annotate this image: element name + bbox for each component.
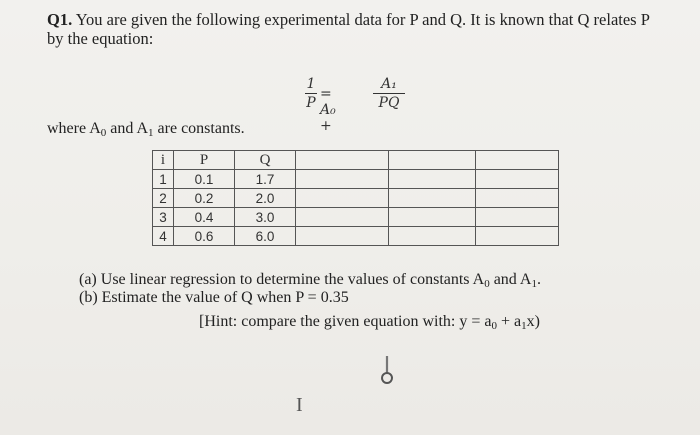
cell-i: 4 <box>153 227 174 246</box>
empty-cell <box>476 189 559 208</box>
data-table <box>152 150 559 246</box>
empty-cell <box>476 151 559 170</box>
where-prefix: where A <box>47 120 101 137</box>
lhs-fraction <box>305 76 317 111</box>
table-row <box>153 189 559 208</box>
equation-middle: = A₀ + <box>320 86 336 134</box>
hint <box>199 313 540 331</box>
hint-suffix: x) <box>526 313 540 330</box>
cell-i: 1 <box>153 170 174 189</box>
table-row <box>153 227 559 246</box>
part-a-prefix: (a) Use linear regression to determine the values of constants A <box>79 271 485 288</box>
header-p: P <box>174 151 235 170</box>
empty-cell <box>296 227 389 246</box>
fraction-bar <box>305 93 317 94</box>
part-a <box>79 271 541 289</box>
table-row <box>153 208 559 227</box>
fraction-bar <box>373 93 405 94</box>
subscript: 0 <box>491 320 497 332</box>
cell-i: 2 <box>153 189 174 208</box>
where-clause <box>47 120 245 138</box>
empty-cell <box>389 151 476 170</box>
empty-cell <box>296 189 389 208</box>
text-cursor-icon: I <box>296 394 303 416</box>
question-body: You are given the following experimental data for P and Q. It is known that Q relates P by the equation: <box>47 10 650 48</box>
cell-i: 3 <box>153 208 174 227</box>
lhs-numerator: 1 <box>306 76 316 92</box>
part-a-mid: and A <box>489 271 532 288</box>
empty-cell <box>476 208 559 227</box>
location-pin-icon <box>377 356 397 386</box>
empty-cell <box>296 208 389 227</box>
empty-cell <box>389 170 476 189</box>
cell-p: 0.4 <box>174 208 235 227</box>
hint-mid: + a <box>497 313 522 330</box>
where-suffix: are constants. <box>153 120 245 137</box>
question-text <box>47 10 667 48</box>
subscript: 1 <box>531 278 537 290</box>
cell-q: 3.0 <box>235 208 296 227</box>
part-b: (b) Estimate the value of Q when P = 0.35 <box>79 289 349 306</box>
empty-cell <box>296 170 389 189</box>
cell-p: 0.2 <box>174 189 235 208</box>
hint-prefix: [Hint: compare the given equation with: y = a <box>199 313 492 330</box>
question-number: Q1. <box>47 10 73 29</box>
subscript: 0 <box>100 127 107 139</box>
header-q: Q <box>235 151 296 170</box>
cell-q: 1.7 <box>235 170 296 189</box>
empty-cell <box>389 189 476 208</box>
subscript: 1 <box>148 127 154 139</box>
cell-p: 0.6 <box>174 227 235 246</box>
cell-p: 0.1 <box>174 170 235 189</box>
subscript: 0 <box>484 278 490 290</box>
empty-cell <box>296 151 389 170</box>
empty-cell <box>476 170 559 189</box>
cell-q: 2.0 <box>235 189 296 208</box>
empty-cell <box>389 208 476 227</box>
lhs-denominator: P <box>306 95 316 111</box>
empty-cell <box>389 227 476 246</box>
table-header-row <box>153 151 559 170</box>
header-i: i <box>153 151 174 170</box>
rhs-numerator: A₁ <box>381 76 397 92</box>
rhs-denominator: PQ <box>378 95 400 111</box>
table-row <box>153 170 559 189</box>
cell-q: 6.0 <box>235 227 296 246</box>
subscript: 1 <box>521 320 527 332</box>
where-mid: and A <box>106 120 149 137</box>
empty-cell <box>476 227 559 246</box>
rhs-fraction <box>373 76 405 111</box>
question-parts <box>79 271 541 307</box>
part-a-suffix: . <box>536 271 541 288</box>
